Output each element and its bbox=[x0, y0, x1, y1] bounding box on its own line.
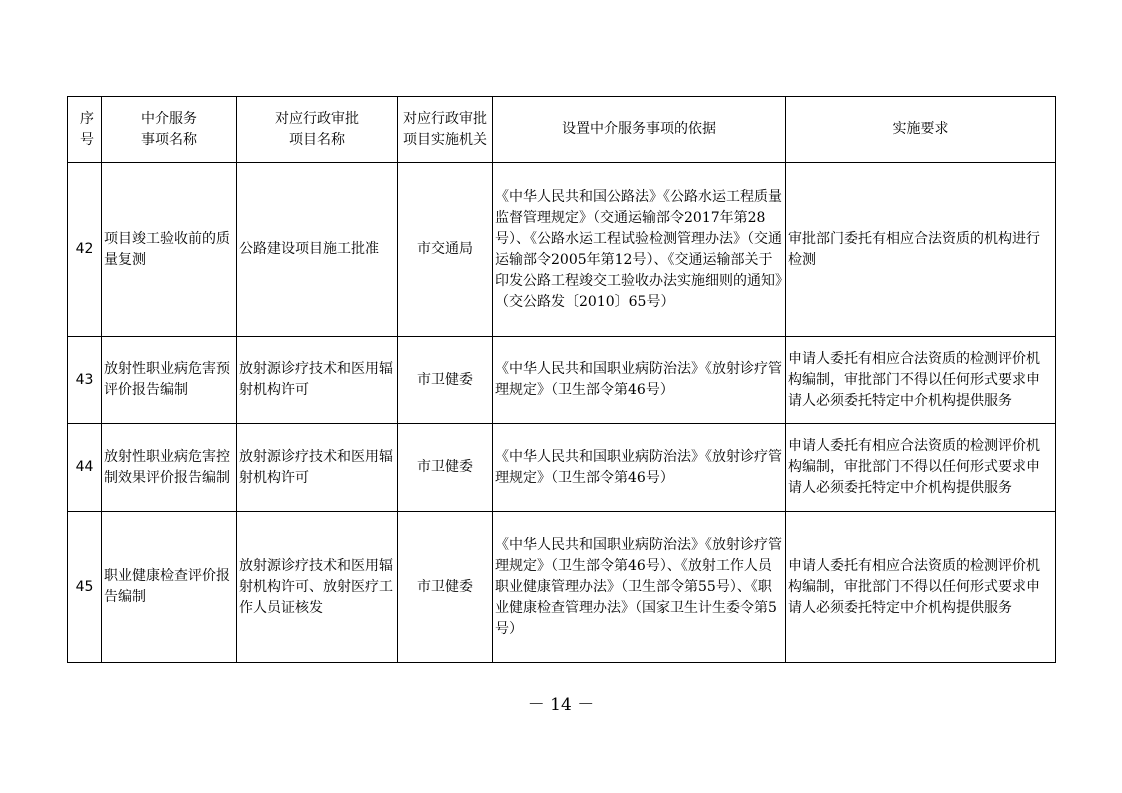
header-approval-item: 对应行政审批项目名称 bbox=[237, 97, 398, 163]
authority-cell: 市交通局 bbox=[398, 163, 493, 337]
row-number: 43 bbox=[68, 337, 102, 424]
service-name-cell: 放射性职业病危害控制效果评价报告编制 bbox=[102, 424, 237, 512]
table-row bbox=[68, 337, 1056, 424]
service-name-cell: 项目竣工验收前的质量复测 bbox=[102, 163, 237, 337]
authority-cell: 市卫健委 bbox=[398, 512, 493, 663]
approval-item-cell: 公路建设项目施工批准 bbox=[237, 163, 398, 337]
row-number: 42 bbox=[68, 163, 102, 337]
requirement-cell: 申请人委托有相应合法资质的检测评价机构编制，审批部门不得以任何形式要求申请人必须委托特定中介机构提供服务 bbox=[786, 424, 1056, 512]
basis-cell: 《中华人民共和国职业病防治法》《放射诊疗管理规定》（卫生部令第46号） bbox=[493, 424, 786, 512]
intermediary-services-table bbox=[67, 96, 1056, 663]
header-basis: 设置中介服务事项的依据 bbox=[493, 97, 786, 163]
basis-cell: 《中华人民共和国公路法》《公路水运工程质量监督管理规定》（交通运输部令2017年第28号）、《公路水运工程试验检测管理办法》（交通运输部令2005年第12号）、《交通运输部关于印发公路工程竣交工验收办法实施细则的通知》（交公路发〔2010〕65号） bbox=[493, 163, 786, 337]
basis-cell: 《中华人民共和国职业病防治法》《放射诊疗管理规定》（卫生部令第46号）、《放射工作人员职业健康管理办法》（卫生部令第55号）、《职业健康检查管理办法》（国家卫生计生委令第5号） bbox=[493, 512, 786, 663]
requirement-cell: 申请人委托有相应合法资质的检测评价机构编制，审批部门不得以任何形式要求申请人必须委托特定中介机构提供服务 bbox=[786, 337, 1056, 424]
header-seq: 序号 bbox=[68, 97, 102, 163]
header-service-name: 中介服务事项名称 bbox=[102, 97, 237, 163]
table-row bbox=[68, 424, 1056, 512]
service-name-cell: 放射性职业病危害预评价报告编制 bbox=[102, 337, 237, 424]
page-number: － 14 － bbox=[527, 695, 595, 715]
row-number: 45 bbox=[68, 512, 102, 663]
header-authority: 对应行政审批项目实施机关 bbox=[398, 97, 493, 163]
table-row bbox=[68, 163, 1056, 337]
row-number: 44 bbox=[68, 424, 102, 512]
authority-cell: 市卫健委 bbox=[398, 337, 493, 424]
requirement-cell: 审批部门委托有相应合法资质的机构进行检测 bbox=[786, 163, 1056, 337]
requirement-cell: 申请人委托有相应合法资质的检测评价机构编制，审批部门不得以任何形式要求申请人必须委托特定中介机构提供服务 bbox=[786, 512, 1056, 663]
header-requirement: 实施要求 bbox=[786, 97, 1056, 163]
table-row bbox=[68, 512, 1056, 663]
approval-item-cell: 放射源诊疗技术和医用辐射机构许可 bbox=[237, 337, 398, 424]
service-name-cell: 职业健康检查评价报告编制 bbox=[102, 512, 237, 663]
basis-cell: 《中华人民共和国职业病防治法》《放射诊疗管理规定》（卫生部令第46号） bbox=[493, 337, 786, 424]
approval-item-cell: 放射源诊疗技术和医用辐射机构许可 bbox=[237, 424, 398, 512]
authority-cell: 市卫健委 bbox=[398, 424, 493, 512]
approval-item-cell: 放射源诊疗技术和医用辐射机构许可、放射医疗工作人员证核发 bbox=[237, 512, 398, 663]
table-header-row bbox=[68, 97, 1056, 163]
